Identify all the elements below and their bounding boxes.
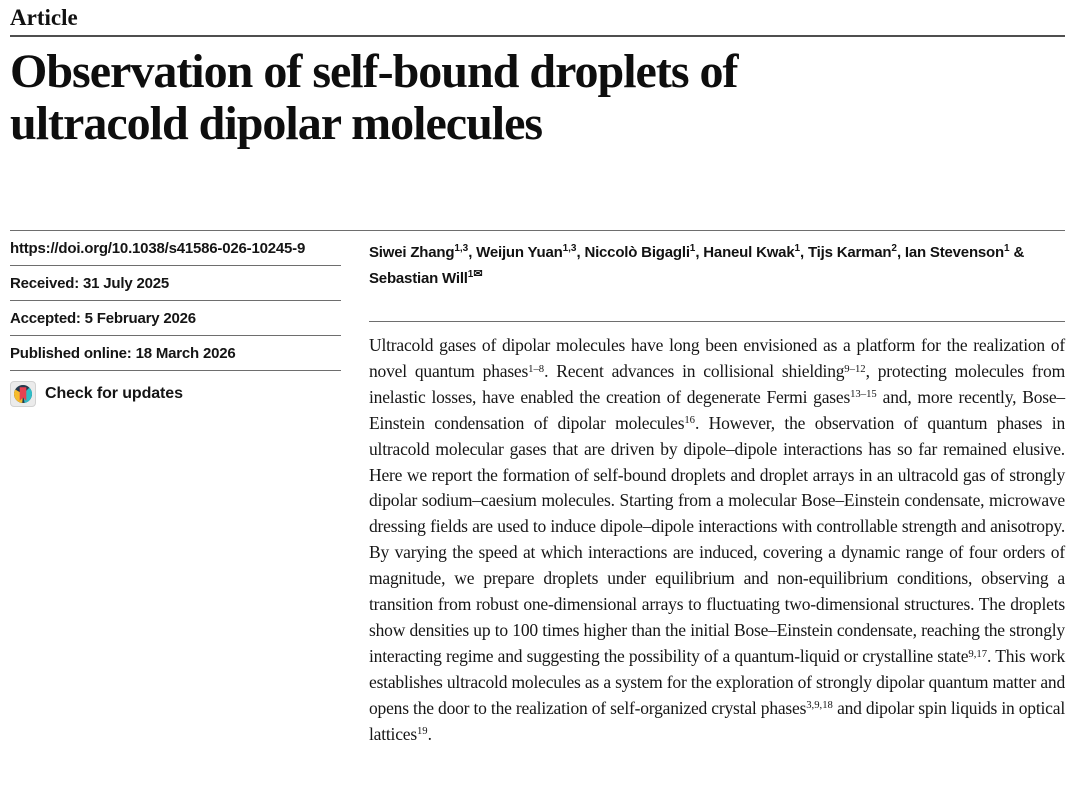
page-title — [10, 46, 1065, 150]
article-kicker: Article — [10, 0, 1065, 37]
article-header-band — [10, 230, 1065, 748]
author: Tijs Karman$^2$ — [807, 243, 897, 261]
title-line-2: ultracold dipolar molecules — [10, 97, 543, 150]
authors-abstract-divider — [369, 321, 1065, 322]
reference-superscript: 19 — [416, 725, 428, 738]
reference-superscript: 9–12 — [844, 362, 866, 375]
reference-superscript: 16 — [684, 414, 695, 427]
doi-link[interactable]: https://doi.org/10.1038/s41586-026-10245-9 — [10, 231, 341, 266]
author: Haneul Kwak$^1$ — [703, 243, 801, 261]
author: Sebastian Will$^{1✉}$ — [369, 268, 483, 287]
author-list: Siwei Zhang$^{1,3}$, Weijun Yuan$^{1,3}$, Niccolò Bigagli$^1$, Haneul Kwak$^1$, Tijs Karman$^2$, Ian Stevenson$^1$ & Sebastian Will$^{1✉}$ — [369, 243, 1025, 287]
author: Niccolò Bigagli$^1$ — [584, 243, 696, 261]
author: Weijun Yuan$^{1,3}$ — [476, 243, 577, 261]
article-main-column — [369, 231, 1065, 748]
accepted-date: Accepted: 5 February 2026 — [10, 301, 341, 336]
crossmark-icon — [10, 381, 36, 407]
reference-superscript: 13–15 — [850, 388, 877, 401]
reference-superscript: 1–8 — [528, 362, 545, 375]
author: Ian Stevenson$^1$ — [904, 243, 1010, 261]
article-metadata-panel — [10, 231, 341, 748]
check-for-updates-label: Check for updates — [45, 385, 183, 402]
received-date: Received: 31 July 2025 — [10, 266, 341, 301]
published-online-date: Published online: 18 March 2026 — [10, 336, 341, 371]
author: Siwei Zhang$^{1,3}$ — [369, 243, 469, 261]
check-for-updates-button[interactable] — [10, 371, 341, 417]
reference-superscript: 3,9,18 — [806, 699, 833, 712]
reference-superscript: 9,17 — [968, 647, 988, 660]
corresponding-author-envelope-icon: ✉ — [473, 268, 483, 280]
title-line-1: Observation of self-bound droplets of — [10, 45, 738, 98]
abstract-text: Ultracold gases of dipolar molecules have long been envisioned as a platform for the realization of novel quantum phases$^{1-8}$. Recent advances in collisional shielding$^{9-12}$, protecting molecules from inelastic losses, have enabled the creation of degenerate Fermi gases$^{13-15}$ and, more recently, Bose–Einstein condensation of dipolar molecules$^{16}$. However, the observation of quantum phases in ultracold molecular gases that are driven by dipole–dipole interactions has so far remained elusive. Here we report the formation of self-bound droplets and droplet arrays in an ultracold gas of strongly dipolar sodium–caesium molecules. Starting from a molecular Bose–Einstein condensate, microwave dressing fields are used to induce dipole–dipole interactions with controllable strength and anisotropy. By varying the speed at which interactions are induced, covering a dynamic range of four orders of magnitude, we prepare droplets under equilibrium and non-equilibrium conditions, observing a transition from robust one-dimensional arrays to fluctuating two-dimensional structures. The droplets show densities up to 100 times higher than the initial Bose–Einstein condensate, reaching the strongly interacting regime and suggesting the possibility of a quantum-liquid or crystalline state$^{9,17}$. This work establishes ultracold molecules as a system for the exploration of strongly dipolar quantum matter and opens the door to the realization of self-organized crystal phases$^{3,9,18}$ and dipolar spin liquids in optical lattices$^{19}$. — [369, 335, 1066, 744]
